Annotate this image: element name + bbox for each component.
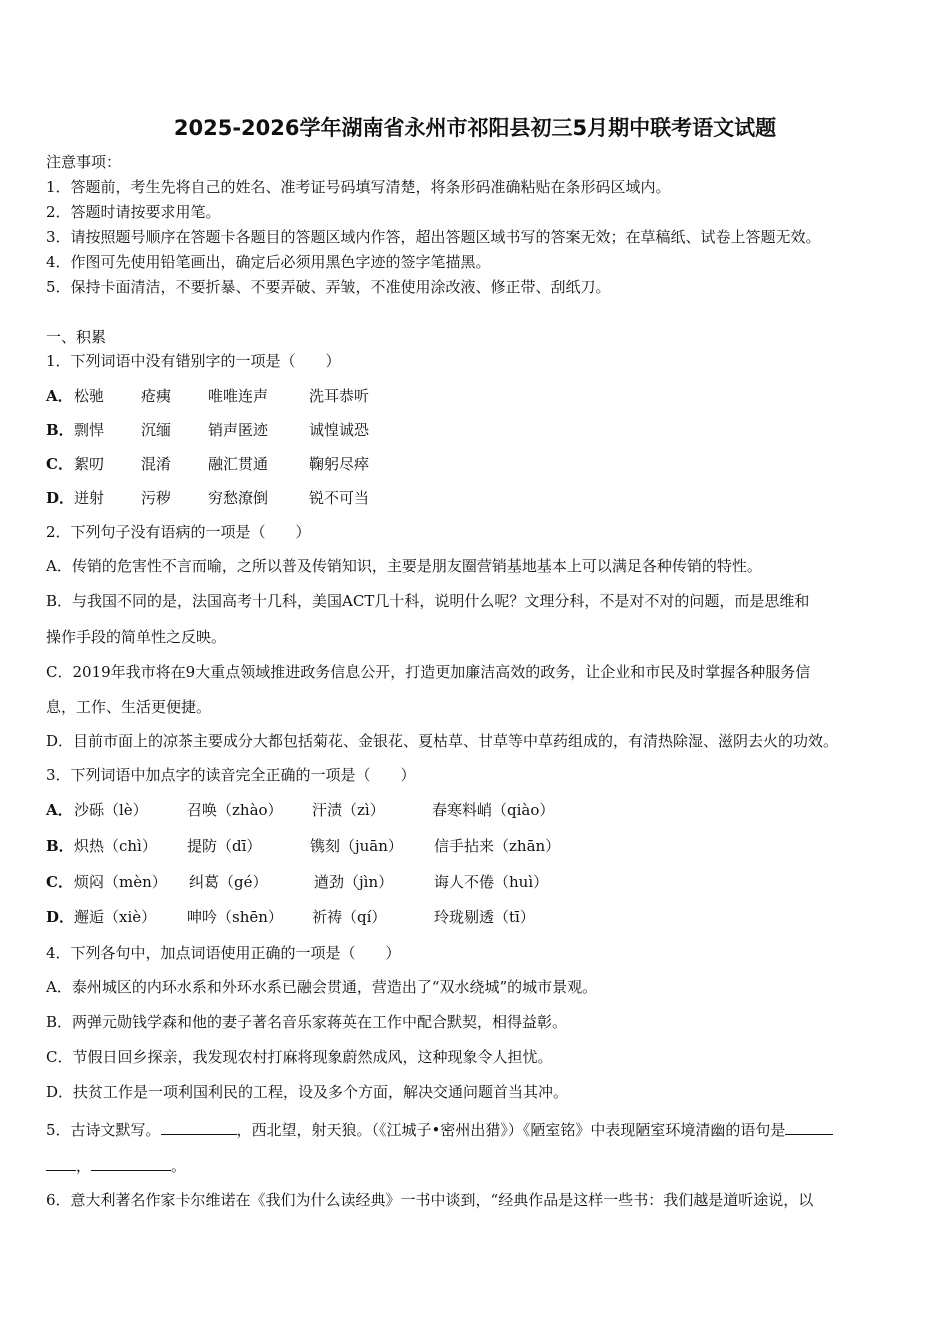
- answer-blank[interactable]: [91, 1155, 171, 1171]
- question-stem: 6．意大利著名作家卡尔维诺在《我们为什么读经典》一书中谈到，“经典作品是这样一些书：我们越是道听途说，以: [46, 1191, 814, 1209]
- notice-item: 3．请按照题号顺序在答题卡各题目的答题区域内作答，超出答题区域书写的答案无效；在草稿纸、试卷上答题无效。: [46, 228, 821, 246]
- option-word: 烦闷（mèn）: [74, 873, 167, 891]
- option-word: 炽热（chì）: [74, 837, 157, 855]
- question-text: 。: [171, 1157, 187, 1175]
- option-word: 祈祷（qí）: [312, 908, 387, 926]
- option-word: 迸射: [74, 489, 105, 507]
- option-row: [46, 386, 906, 406]
- option-word: 混淆: [141, 455, 172, 473]
- option-letter: B．: [46, 837, 74, 855]
- option-word: 唯唯连声: [208, 387, 269, 405]
- question-text: 5．古诗文默写。: [46, 1121, 161, 1139]
- option-word: 鞠躬尽瘁: [309, 455, 370, 473]
- option-word: 玲珑剔透（tī）: [434, 908, 535, 926]
- option-word: 絮叨: [74, 455, 105, 473]
- option-letter: D．: [46, 489, 75, 507]
- option-word: 松驰: [74, 387, 105, 405]
- option-word: 剽悍: [74, 421, 105, 439]
- option-word: 提防（dī）: [187, 837, 262, 855]
- option-word: 污秽: [141, 489, 172, 507]
- option-word: 纠葛（gé）: [189, 873, 268, 891]
- question-line: [46, 1155, 186, 1176]
- question-stem: 3．下列词语中加点字的读音完全正确的一项是（ ）: [46, 766, 416, 784]
- notice-item: 2．答题时请按要求用笔。: [46, 203, 221, 221]
- option-text: D．扶贫工作是一项利国利民的工程，设及多个方面，解决交通问题首当其冲。: [46, 1083, 569, 1101]
- option-letter: A．: [46, 801, 73, 819]
- answer-blank[interactable]: [161, 1119, 237, 1135]
- option-row: [46, 800, 906, 820]
- option-word: 穷愁潦倒: [208, 489, 269, 507]
- option-word: 春寒料峭（qiào）: [432, 801, 555, 819]
- option-word: 诲人不倦（huì）: [434, 873, 549, 891]
- notice-item: 4．作图可先使用铅笔画出，确定后必须用黑色字迹的签字笔描黑。: [46, 253, 491, 271]
- option-text: 息，工作、生活更便捷。: [46, 698, 212, 716]
- notice-item: 1．答题前，考生先将自己的姓名、准考证号码填写清楚，将条形码准确粘贴在条形码区域内。: [46, 178, 671, 196]
- option-word: 锐不可当: [309, 489, 370, 507]
- option-letter: D．: [46, 908, 75, 926]
- option-text: A．传销的危害性不言而喻，之所以普及传销知识，主要是朋友圈营销基地基本上可以满足各种传销的特性。: [46, 557, 762, 575]
- notice-item: 5．保持卡面清洁，不要折暴、不要弄破、弄皱，不准使用涂改液、修正带、刮纸刀。: [46, 278, 611, 296]
- option-row: [46, 872, 906, 892]
- option-word: 诚惶诚恐: [309, 421, 370, 439]
- option-row: [46, 836, 906, 856]
- option-word: 疮痍: [141, 387, 172, 405]
- option-word: 沉缅: [141, 421, 172, 439]
- option-word: 销声匿迹: [208, 421, 269, 439]
- section-heading: 一、积累: [46, 328, 107, 346]
- option-word: 融汇贯通: [208, 455, 269, 473]
- option-letter: C．: [46, 455, 73, 473]
- option-word: 信手拈来（zhān）: [434, 837, 561, 855]
- option-text: 操作手段的简单性之反映。: [46, 628, 227, 646]
- option-word: 呻吟（shēn）: [187, 908, 283, 926]
- page-title: 2025-2026学年湖南省永州市祁阳县初三5月期中联考语文试题: [173, 116, 777, 140]
- option-text: C．节假日回乡探亲，我发现农村打麻将现象蔚然成风，这种现象令人担忧。: [46, 1048, 553, 1066]
- option-row: [46, 907, 906, 927]
- option-text: D．目前市面上的凉茶主要成分大都包括菊花、金银花、夏枯草、甘草等中草药组成的，有清热除湿、滋阴去火的功效。: [46, 732, 839, 750]
- question-stem: 2．下列句子没有语病的一项是（ ）: [46, 523, 311, 541]
- option-word: 汗渍（zì）: [312, 801, 385, 819]
- question-stem: 4．下列各句中，加点词语使用正确的一项是（ ）: [46, 944, 401, 962]
- answer-blank[interactable]: [785, 1119, 833, 1135]
- option-text: B．与我国不同的是，法国高考十几科，美国ACT几十科，说明什么呢？文理分科，不是对不对的问题，而是思维和: [46, 592, 810, 610]
- option-word: 沙砾（lè）: [74, 801, 148, 819]
- option-text: A．泰州城区的内环水系和外环水系已融会贯通，营造出了“双水绕城”的城市景观。: [46, 978, 598, 996]
- option-word: 洗耳恭听: [309, 387, 370, 405]
- option-word: 遒劲（jìn）: [314, 873, 394, 891]
- option-text: B．两弹元勋钱学森和他的妻子著名音乐家蒋英在工作中配合默契，相得益彰。: [46, 1013, 568, 1031]
- option-row: [46, 488, 906, 508]
- option-word: 邂逅（xiè）: [74, 908, 157, 926]
- answer-blank[interactable]: [46, 1155, 76, 1171]
- notice-heading: 注意事项：: [46, 153, 122, 171]
- option-row: [46, 454, 906, 474]
- option-word: 召唤（zhào）: [187, 801, 283, 819]
- option-letter: C．: [46, 873, 73, 891]
- question-text: ，西北望，射天狼。（《江城子•密州出猎》）《陋室铭》中表现陋室环境清幽的语句是: [236, 1121, 786, 1139]
- question-line: [46, 1119, 833, 1140]
- option-letter: A．: [46, 387, 73, 405]
- question-text: ，: [76, 1157, 92, 1175]
- option-word: 镌刻（juān）: [310, 837, 403, 855]
- option-row: [46, 420, 906, 440]
- option-text: C．2019年我市将在9大重点领域推进政务信息公开，打造更加廉洁高效的政务，让企业和市民及时掌握各种服务信: [46, 663, 811, 681]
- option-letter: B．: [46, 421, 74, 439]
- question-stem: 1．下列词语中没有错别字的一项是（ ）: [46, 352, 341, 370]
